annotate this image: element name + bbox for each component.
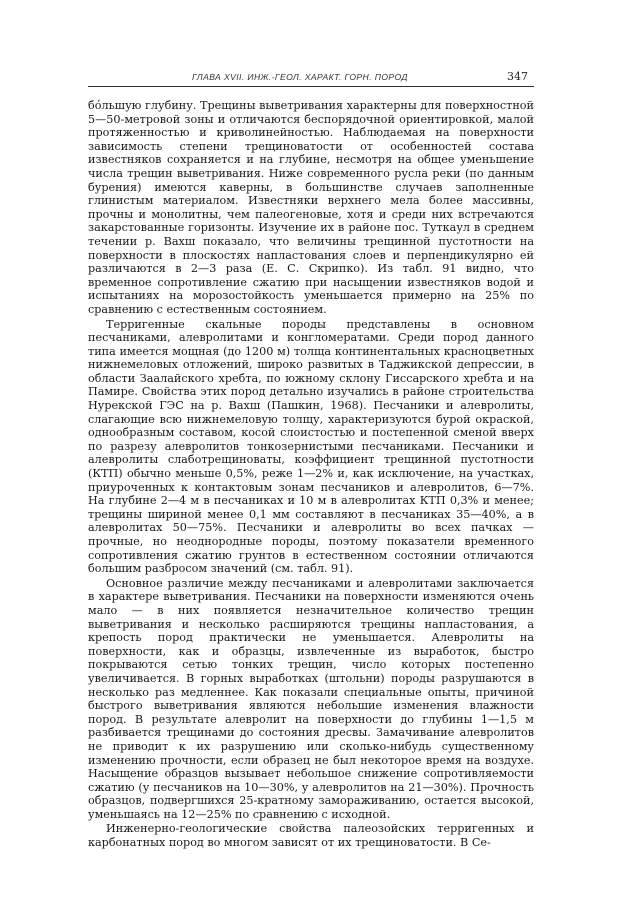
- paragraph-weathering-difference: Основное различие между песчаниками и алевролитами заключается в характере выветривания. Песчаники на поверхности изменяются очень мало — в них появляется незначительное количество трещин выветривания и несколько расширяются трещины напластования, а крепость пород практически не уменьшается. Алевролиты на поверхности, как и образцы, извлеченные из выработок, быстро покрываются сетью тонких трещин, число которых постепенно увеличивается. В горных выработках (штольни) породы разрушаются в несколько раз медленнее. Как показали специальные опыты, причиной быстрого выветривания являются небольшие изменения влажности пород. В результате алевролит на поверхности до глубины 1—1,5 м разбивается трещинами до состояния дресвы. Замачивание алевролитов не приводит к их разрушению или сколько-нибудь существенному изменению прочности, если образец не был некоторое время на воздухе. Насыщение образцов вызывает небольшое снижение сопротивляемости сжатию (у песчаников на 10—30%, у алевролитов на 21—30%). Прочность образцов, подвергшихся 25-кратному замораживанию, остается высокой, уменьшаясь на 12—25% по сравнению с исходной.: [88, 576, 534, 821]
- paragraph-terrigenous-rocks: Терригенные скальные породы представлены в основном песчаниками, алевролитами и конгломератами. Среди пород данного типа имеется мощная (до 1200 м) толща континентальных красноцветных нижнемеловых отложений, широко развитых в Таджикской депрессии, в области Заалайского хребта, по южному склону Гиссарского хребта и на Памире. Свойства этих пород детально изучались в районе строительства Нурекской ГЭС на р. Вахш (Пашкин, 1968). Песчаники и алевролиты, слагающие всю нижнемеловую толщу, характеризуются бурой окраской, однообразным составом, косой слоистостью и постепенной сменой вверх по разрезу алевролитов тонкозернистыми песчаниками. Песчаники и алевролиты слаботрещиноваты, коэффициент трещинной пустотности (КТП) обычно меньше 0,5%, реже 1—2% и, как исключение, на участках, приуроченных к контактовым зонам песчаников и алевролитов, 6—7%. На глубине 2—4 м в песчаниках и 10 м в алевролитах КТП 0,3% и менее; трещины шириной менее 0,1 мм составляют в песчаниках 35—40%, а в алевролитах 50—75%. Песчаники и алевролиты во всех пачках — прочные, но неоднородные породы, поэтому показатели временного сопротивления сжатию грунтов в естественном состоянии отличаются большим разбросом значений (см. табл. 91).: [88, 317, 534, 576]
- paragraph-paleozoic-rocks: Инженерно-геологические свойства палеозойских терригенных и карбонатных пород во многом зависят от их трещиноватости. В Се-: [88, 822, 534, 850]
- paragraph-limestone-continued: бóльшую глубину. Трещины выветривания характерны для поверхностной 5—50-метровой зоны и отличаются беспорядочной ориентировкой, малой протяженностью и криволинейностью. Наблюдаемая на поверхности зависимость степени трещиноватости от особенностей состава известняков сохраняется и на глубине, несмотря на общее уменьшение числа трещин выветривания. Ниже современного русла реки (по данным бурения) имеются каверны, в большинстве случаев заполненные глинистым материалом. Известняки верхнего мела более массивны, прочны и монолитны, чем палеогеновые, хотя и среди них встречаются закарстованные горизонты. Изучение их в районе пос. Туткаул в среднем течении р. Вахш показало, что величины трещинной пустотности на поверхности в плоскостях напластования слоев и перпендикулярно ей различаются в 2—3 раза (Е. С. Скрипко). Из табл. 91 видно, что временное сопротивление сжатию при насыщении известняков водой и испытаниях на морозостойкость уменьшается примерно на 25% по сравнению с естественным состоянием.: [88, 99, 534, 316]
- running-title: ГЛАВА XVII. ИНЖ.-ГЕОЛ. ХАРАКТ. ГОРН. ПОРОД: [192, 72, 408, 82]
- book-page: [88, 70, 534, 850]
- body-text: [88, 99, 534, 850]
- page-number: 347: [507, 70, 528, 83]
- running-head: [88, 70, 534, 87]
